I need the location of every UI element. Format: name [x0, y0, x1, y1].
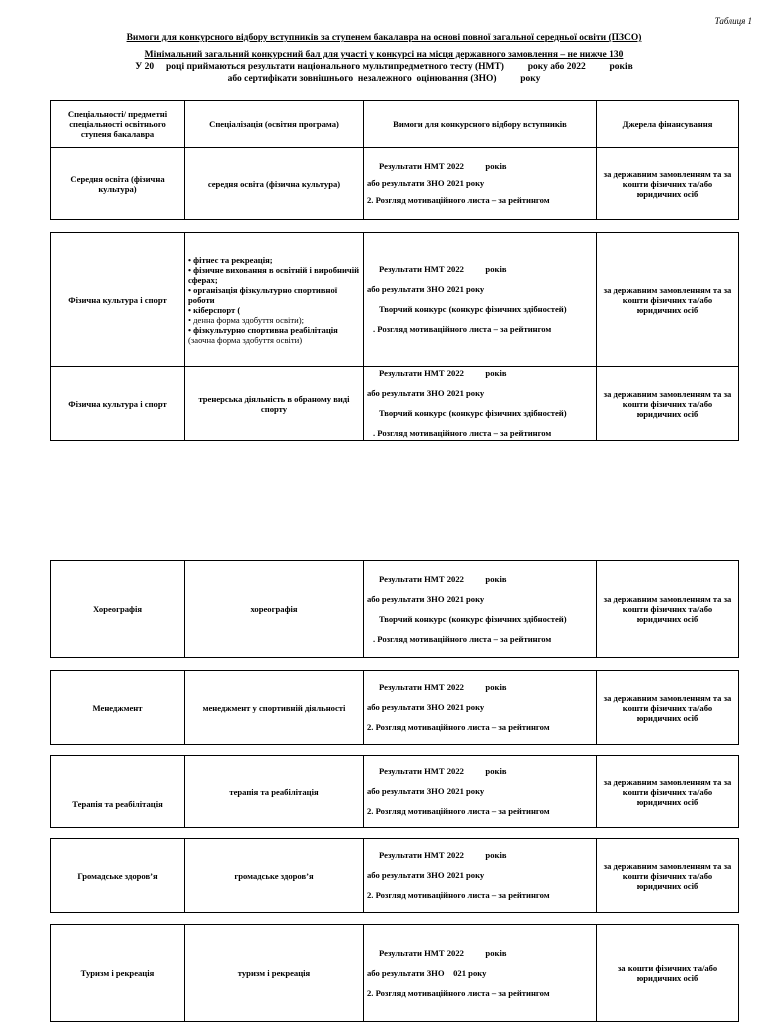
- funding-cell: за кошти фізичних та/або юридичних осіб: [597, 925, 739, 1022]
- document-title: Вимоги для конкурсного відбору вступників за ступенем бакалавра на основі повної загальної середньої освіти (ПЗСО): [126, 33, 642, 43]
- table-number-label: Таблиця 1: [714, 16, 752, 26]
- column-header-requirements: Вимоги для конкурсного відбору вступників: [364, 101, 597, 148]
- req-line: Творчий конкурс (конкурс фізичних здібностей): [379, 408, 567, 418]
- req-line: 2. Розгляд мотиваційного листа – за рейтингом: [367, 806, 550, 816]
- req-line: Результати НМТ 2022 років: [379, 368, 507, 378]
- requirements-cell: [364, 756, 597, 828]
- requirements-cell: [364, 561, 597, 658]
- funding-cell: за державним замовленням та за кошти фізичних та/або юридичних осіб: [597, 367, 739, 441]
- req-line: Творчий конкурс (конкурс фізичних здібностей): [379, 613, 567, 624]
- req-line: Результати НМТ 2022 років: [379, 161, 507, 171]
- req-line: 2. Розгляд мотиваційного листа – за рейтингом: [367, 195, 550, 205]
- funding-cell: за державним замовленням та за кошти фізичних та/або юридичних осіб: [597, 839, 739, 913]
- req-line: Результати НМТ 2022 років: [379, 264, 507, 274]
- funding-cell: за державним замовленням та за кошти фізичних та/або юридичних осіб: [597, 671, 739, 745]
- table-row: [51, 839, 739, 913]
- requirements-cell: [364, 233, 597, 367]
- specialty-cell: Середня освіта (фізична культура): [51, 148, 185, 220]
- program-list-item: • денна форма здобуття освіти);: [188, 314, 305, 325]
- req-line: . Розгляд мотиваційного листа – за рейтингом: [373, 428, 552, 438]
- program-list-item: (заочна форма здобуття освіти): [188, 334, 303, 345]
- program-list-item: • фізичне виховання в освітній і виробничій сферах;: [188, 264, 360, 285]
- req-line: або результати ЗНО 2021 року: [367, 284, 485, 294]
- min-score-line: Мінімальний загальний конкурсний бал для участі у конкурсі на місця державного замовлення – не нижче 130: [144, 50, 624, 60]
- specialty-cell: Хореографія: [51, 561, 185, 658]
- specialty-cell: Менеджмент: [51, 671, 185, 745]
- requirements-cell: [364, 925, 597, 1022]
- funding-cell: за державним замовленням та за кошти фізичних та/або юридичних осіб: [597, 148, 739, 220]
- requirements-cell: [364, 839, 597, 913]
- specialty-cell: Фізична культура і спорт: [51, 367, 185, 441]
- program-cell: туризм і рекреація: [185, 925, 364, 1022]
- req-line: Результати НМТ 2022 років: [379, 682, 507, 692]
- table-row: [51, 561, 739, 658]
- req-line: Творчий конкурс (конкурс фізичних здібностей): [379, 304, 567, 314]
- specialty-cell: Терапія та реабілітація: [51, 756, 185, 828]
- funding-cell: за державним замовленням та за кошти фізичних та/або юридичних осіб: [597, 756, 739, 828]
- column-header-specialty: Спеціальності/ предметні спеціальності освітнього ступеня бакалавра: [51, 101, 185, 148]
- requirements-table-3: [50, 560, 739, 658]
- req-line: Результати НМТ 2022 років: [379, 573, 507, 584]
- column-header-program: Спеціалізація (освітня програма): [185, 101, 364, 148]
- zno-line: або сертифікати зовнішнього незалежного оцінювання (ЗНО) року: [227, 74, 541, 84]
- table-row: [51, 367, 739, 441]
- requirements-table-2: [50, 232, 739, 441]
- table-row: [51, 233, 739, 367]
- program-cell: терапія та реабілітація: [185, 756, 364, 828]
- req-line: . Розгляд мотиваційного листа – за рейтингом: [373, 633, 552, 644]
- program-list-item: • організація фізкультурно спортивної роботи: [188, 284, 338, 305]
- table-row: [51, 671, 739, 745]
- program-list-item: • фізкультурно спортивна реабілітація: [188, 324, 338, 335]
- program-cell: менеджмент у спортивній діяльності: [185, 671, 364, 745]
- requirements-cell: [364, 671, 597, 745]
- req-line: або результати ЗНО 2021 року: [367, 702, 485, 712]
- req-line: Результати НМТ 2022 років: [379, 850, 507, 860]
- program-cell: хореографія: [185, 561, 364, 658]
- program-cell: середня освіта (фізична культура): [185, 148, 364, 220]
- specialty-cell: Фізична культура і спорт: [51, 233, 185, 367]
- requirements-table-6: [50, 838, 739, 913]
- table-row: [51, 756, 739, 828]
- req-line: або результати ЗНО 2021 року: [367, 870, 485, 880]
- requirements-table-4: [50, 670, 739, 745]
- req-line: або результати ЗНО 2021 року: [367, 786, 485, 796]
- req-line: або результати ЗНО 2021 року: [367, 388, 485, 398]
- requirements-table-5: [50, 755, 739, 828]
- table-row: [51, 925, 739, 1022]
- program-list-item: • кіберспорт (: [188, 304, 241, 315]
- req-line: або результати ЗНО 021 року: [367, 967, 487, 978]
- program-cell: тренерська діяльність в обраному виді спорту: [185, 367, 364, 441]
- table-header-row: [51, 101, 739, 148]
- funding-cell: за державним замовленням та за кошти фізичних та/або юридичних осіб: [597, 233, 739, 367]
- requirements-table-7: [50, 924, 739, 1022]
- program-list: [188, 255, 360, 345]
- table-row: [51, 148, 739, 220]
- req-line: 2. Розгляд мотиваційного листа – за рейтингом: [367, 890, 550, 900]
- nmt-line: У 20 році приймаються результати національного мультипредметного тесту (НМТ) року або 2022 років: [135, 62, 633, 72]
- req-line: або результати ЗНО 2021 року: [367, 593, 485, 604]
- req-line: або результати ЗНО 2021 року: [367, 178, 485, 188]
- req-line: 2. Розгляд мотиваційного листа – за рейтингом: [367, 722, 550, 732]
- req-line: Результати НМТ 2022 років: [379, 766, 507, 776]
- requirements-cell: [364, 148, 597, 220]
- specialty-cell: Громадське здоров’я: [51, 839, 185, 913]
- specialty-cell: Туризм і рекреація: [51, 925, 185, 1022]
- req-line: . Розгляд мотиваційного листа – за рейтингом: [373, 324, 552, 334]
- requirements-table-1: [50, 100, 739, 220]
- req-line: Результати НМТ 2022 років: [379, 947, 507, 958]
- column-header-funding: Джерела фінансування: [597, 101, 739, 148]
- program-list-item: • фітнес та рекреація;: [188, 254, 273, 265]
- req-line: 2. Розгляд мотиваційного листа – за рейтингом: [367, 987, 550, 998]
- program-cell: [185, 233, 364, 367]
- requirements-cell: [364, 367, 597, 441]
- funding-cell: за державним замовленням та за кошти фізичних та/або юридичних осіб: [597, 561, 739, 658]
- program-cell: громадське здоров’я: [185, 839, 364, 913]
